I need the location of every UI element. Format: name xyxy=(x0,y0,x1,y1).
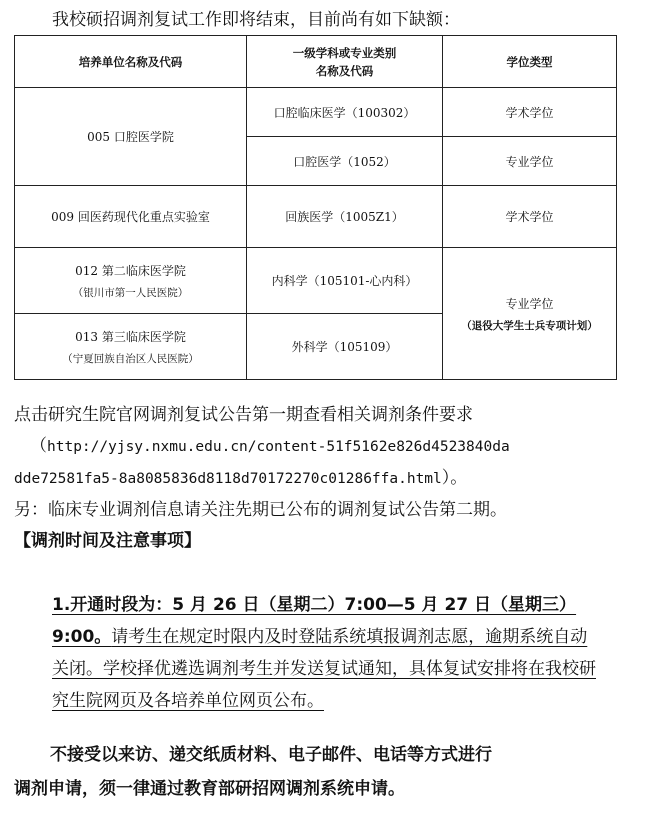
degree-special-plan: （退役大学生士兵专项计划） xyxy=(461,319,598,332)
url-open-paren: （ xyxy=(30,436,47,456)
unit-hospital: （银川市第一人民医院） xyxy=(72,286,189,299)
degree-cell: 学术学位 xyxy=(443,88,617,137)
header-subject-line2: 名称及代码 xyxy=(315,63,374,78)
intro-text: 我校硕招调剂复试工作即将结束，目前尚有如下缺额： xyxy=(52,10,460,30)
unit-cell xyxy=(15,314,247,380)
final-line-2: 调剂申请，须一律通过教育部研招网调剂系统申请。 xyxy=(14,779,405,799)
header-subject xyxy=(247,36,443,88)
subject-cell: 内科学（105101-心内科） xyxy=(247,248,443,314)
unit-cell: 005 口腔医学院 xyxy=(15,88,247,186)
url-text-2[interactable]: dde72581fa5-8a8085836d8118d70172270c01286ffa.html xyxy=(14,471,442,487)
final-paragraph xyxy=(14,738,624,806)
url-close-paren: ）。 xyxy=(441,468,468,488)
url-line1 xyxy=(14,431,634,463)
unit-name: 013 第三临床医学院 xyxy=(75,329,186,344)
link-paragraph xyxy=(14,400,634,557)
link-text[interactable]: 点击研究生院官网调剂复试公告第一期查看相关调剂条件要求 xyxy=(14,405,473,425)
notice-paragraph xyxy=(52,589,600,717)
table-row xyxy=(15,186,617,248)
degree-cell xyxy=(443,248,617,380)
subject-cell: 回族医学（1005Z1） xyxy=(247,186,443,248)
final-line-1: 不接受以来访、递交纸质材料、电子邮件、电话等方式进行 xyxy=(50,745,492,765)
degree-type: 专业学位 xyxy=(505,296,554,311)
table-row xyxy=(15,248,617,314)
unit-cell: 009 回医药现代化重点实验室 xyxy=(15,186,247,248)
header-unit: 培养单位名称及代码 xyxy=(15,36,247,88)
unit-cell xyxy=(15,248,247,314)
subject-cell: 口腔医学（1052） xyxy=(247,137,443,186)
subject-cell: 口腔临床医学（100302） xyxy=(247,88,443,137)
section-heading: 【调剂时间及注意事项】 xyxy=(14,531,201,551)
degree-cell: 专业学位 xyxy=(443,137,617,186)
subject-cell: 外科学（105109） xyxy=(247,314,443,380)
note-text: 另：临床专业调剂信息请关注先期已公布的调剂复试公告第二期。 xyxy=(14,500,507,520)
header-degree: 学位类型 xyxy=(443,36,617,88)
unit-hospital: （宁夏回族自治区人民医院） xyxy=(62,352,199,365)
notice-time: 1.开通时段为：5 月 26 日（星期二）7:00—5 月 27 日（星期三）9:00。 xyxy=(52,595,577,647)
url-line2 xyxy=(14,463,634,495)
degree-cell: 学术学位 xyxy=(443,186,617,248)
vacancy-table xyxy=(14,35,617,380)
unit-name: 012 第二临床医学院 xyxy=(75,263,186,278)
header-subject-line1: 一级学科或专业类别 xyxy=(292,45,397,60)
table-header-row xyxy=(15,36,617,88)
notice-detail: 请考生在规定时限内及时登陆系统填报调剂志愿，逾期系统自动关闭。学校择优遴选调剂考生并发送复试通知，具体复试安排将在我校研究生院网页及各培养单位网页公布。 xyxy=(52,627,596,711)
url-text-1[interactable]: http://yjsy.nxmu.edu.cn/content-51f5162e826d4523840da xyxy=(47,439,510,455)
table-row xyxy=(15,88,617,137)
